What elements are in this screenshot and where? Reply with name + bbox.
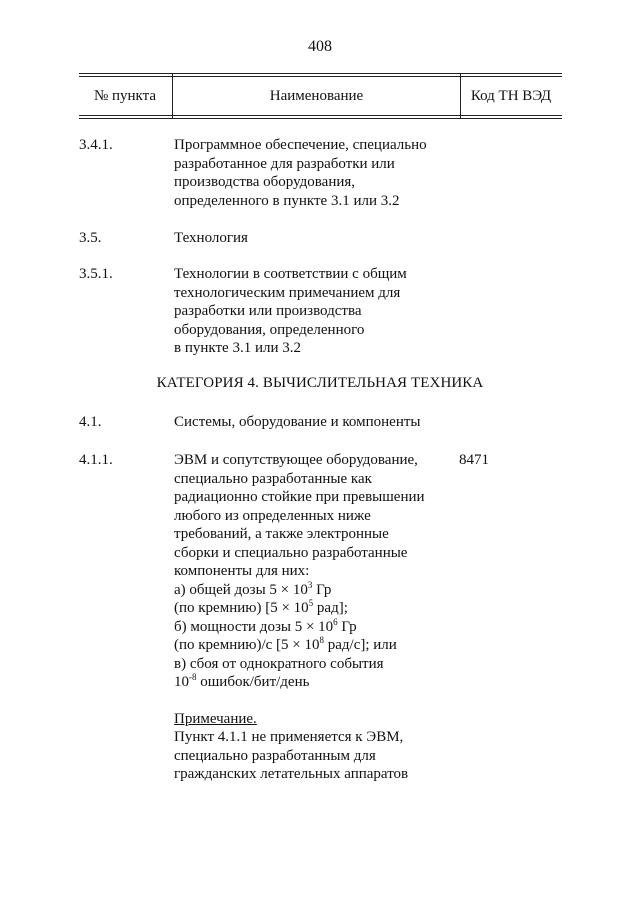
text-line: определенного в пункте 3.1 или 3.2 xyxy=(174,192,400,209)
exponent: 6 xyxy=(333,616,338,627)
header-name: Наименование xyxy=(172,74,461,118)
exponent: 8 xyxy=(319,635,324,645)
text-fragment: (по кремнию) [5 × 10 xyxy=(174,600,309,616)
row-description xyxy=(174,413,459,432)
row-number: 3.5.1. xyxy=(79,266,113,282)
text-fragment: Гр xyxy=(312,581,332,598)
row-number: 4.1.1. xyxy=(79,452,113,468)
row-number: 4.1. xyxy=(79,414,102,430)
text-line: радиационно стойкие при превышении xyxy=(174,489,425,505)
row-description xyxy=(174,229,459,248)
text-line: Программное обеспечение, специально xyxy=(174,137,427,153)
text-line xyxy=(174,636,459,655)
row-description xyxy=(174,265,459,358)
text-line: в пункте 3.1 или 3.2 xyxy=(174,340,301,356)
text-line: производства оборудования, xyxy=(174,174,356,190)
exponent: 3 xyxy=(307,579,313,590)
text-fragment: (по кремнию)/с [5 × 10 xyxy=(174,637,320,653)
text-line xyxy=(174,673,459,692)
text-fragment: ошибок/бит/день xyxy=(196,674,310,690)
text-line: специально разработанные как xyxy=(174,470,372,487)
text-line xyxy=(174,581,459,600)
text-fragment: Гр xyxy=(337,618,357,635)
header-code: Код ТН ВЭД xyxy=(470,88,552,104)
text-line: любого из определенных ниже xyxy=(174,507,371,524)
note-heading: Примечание. xyxy=(174,710,257,727)
row-description xyxy=(174,136,459,210)
row-description xyxy=(174,451,459,784)
text-line: требований, а также электронные xyxy=(174,526,389,542)
page-number: 408 xyxy=(308,38,332,55)
header-number: № пункта xyxy=(93,88,157,104)
text-line: технологическим примечанием для xyxy=(174,284,401,301)
text-line: Технологии в соответствии с общим xyxy=(174,266,407,282)
exponent: 5 xyxy=(308,598,314,608)
text-line: Технология xyxy=(174,230,248,246)
category-heading: КАТЕГОРИЯ 4. ВЫЧИСЛИТЕЛЬНАЯ ТЕХНИКА xyxy=(156,375,484,391)
text-line: ЭВМ и сопутствующее оборудование, xyxy=(174,452,418,468)
text-fragment: рад]; xyxy=(313,600,348,616)
text-line: Системы, оборудование и компоненты xyxy=(174,414,421,430)
exponent: -8 xyxy=(189,672,197,682)
text-line xyxy=(174,599,459,618)
text-line: Пункт 4.1.1 не применяется к ЭВМ, xyxy=(174,729,404,745)
text-line: разработанное для разработки или xyxy=(174,155,395,172)
row-code: 8471 xyxy=(459,452,489,468)
spacer xyxy=(174,692,459,710)
row-number: 3.4.1. xyxy=(79,137,113,153)
text-fragment: а) общей дозы 5 × 10 xyxy=(174,581,308,598)
text-fragment: 10 xyxy=(174,674,189,690)
text-line: гражданских летательных аппаратов xyxy=(174,766,409,782)
text-line: компоненты для них: xyxy=(174,563,310,579)
text-line: в) сбоя от однократного события xyxy=(174,655,384,672)
table-header xyxy=(79,73,562,119)
text-line: оборудования, определенного xyxy=(174,321,365,338)
text-line: сборки и специально разработанные xyxy=(174,544,408,561)
text-line xyxy=(174,618,459,637)
text-line: специально разработанным для xyxy=(174,747,376,764)
text-line: разработки или производства xyxy=(174,303,362,319)
row-number: 3.5. xyxy=(79,230,102,246)
text-fragment: рад/с]; или xyxy=(324,637,397,653)
text-fragment: б) мощности дозы 5 × 10 xyxy=(174,618,334,635)
